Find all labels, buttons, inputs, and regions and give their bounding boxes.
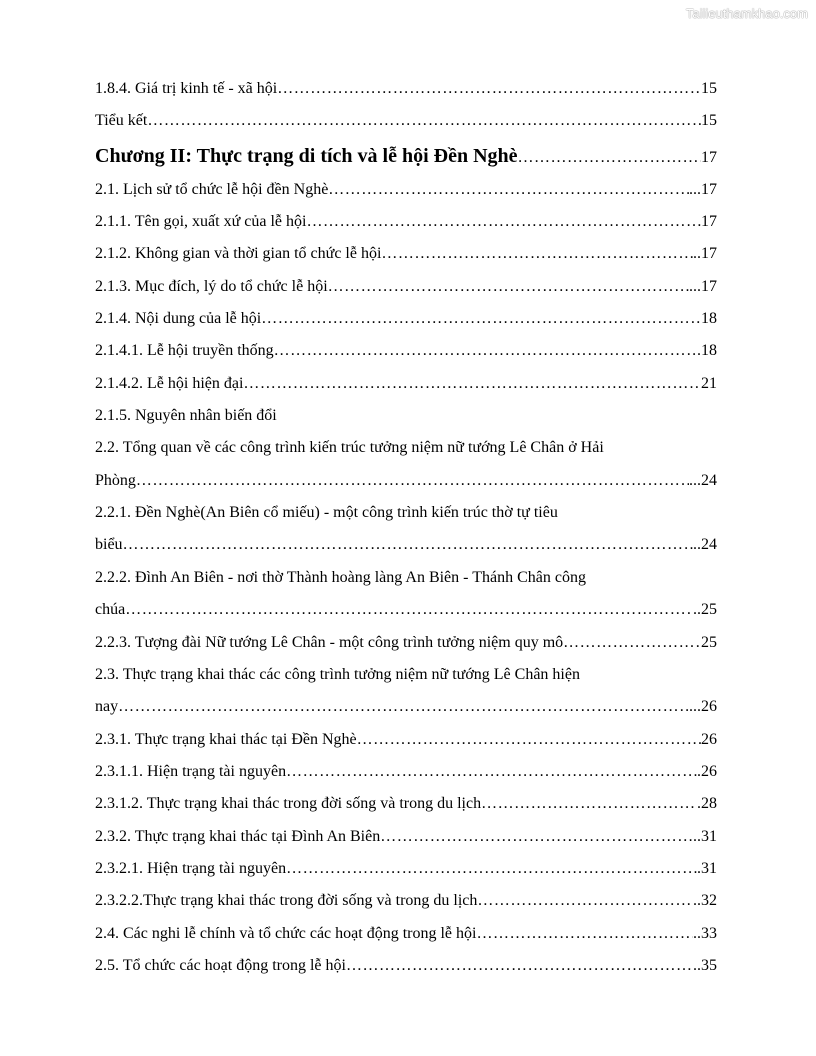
toc-entry-label: 2.2.1. Đền Nghè(An Biên cổ miếu) - một công trình kiến trúc thờ tự tiêu — [95, 504, 558, 522]
dot-leader — [286, 853, 697, 885]
toc-entry-continuation — [95, 529, 717, 561]
toc-entry-label: biểu — [95, 536, 123, 554]
dot-leader — [476, 918, 693, 950]
toc-entry-label: 2.1.5. Nguyên nhân biến đổi — [95, 407, 277, 425]
dot-leader — [125, 594, 693, 626]
toc-entry-label: 2.2.2. Đình An Biên - nơi thờ Thành hoàng làng An Biên - Thánh Chân công — [95, 568, 586, 586]
toc-entry-page: ..32 — [693, 892, 717, 910]
toc-entry-label: chúa — [95, 601, 126, 619]
table-of-contents — [95, 73, 717, 982]
toc-entry — [95, 562, 717, 594]
toc-entry-page: 15 — [701, 112, 717, 130]
toc-entry — [95, 659, 717, 691]
toc-entry — [95, 918, 717, 950]
toc-entry — [95, 950, 717, 982]
toc-entry-page: ..35 — [693, 956, 717, 974]
toc-entry-page: ..17 — [693, 245, 717, 263]
toc-entry-page: ..25 — [693, 601, 717, 619]
toc-entry — [95, 756, 717, 788]
toc-entry-label: 2.4. Các nghi lễ chính và tổ chức các hoạt động trong lễ hội — [95, 924, 477, 942]
dot-leader — [346, 950, 693, 982]
toc-entry-page: 17 — [701, 148, 717, 166]
toc-entry-label: 1.8.4. Giá trị kinh tế - xã hội — [95, 80, 278, 97]
dot-leader — [147, 105, 701, 137]
dot-leader — [306, 206, 701, 238]
toc-entry-page: ...26 — [689, 698, 717, 716]
toc-entry-label: 2.1.2. Không gian và thời gian tổ chức lễ hội — [95, 245, 382, 263]
dot-leader — [286, 756, 697, 788]
toc-entry-label: 2.1.3. Mục đích, lý do tổ chức lễ hội — [95, 277, 328, 295]
toc-entry-label: 2.3.2. Thực trạng khai thác tại Đình An Biên — [95, 827, 381, 845]
toc-entry-label: 2.3.1. Thực trạng khai thác tại Đền Nghè — [95, 730, 357, 748]
toc-entry-page: ..24 — [693, 536, 717, 554]
toc-entry — [95, 73, 717, 105]
toc-entry — [95, 724, 717, 756]
toc-entry — [95, 303, 717, 335]
toc-entry-continuation — [95, 691, 717, 723]
dot-leader — [381, 238, 693, 270]
toc-entry — [95, 238, 717, 270]
dot-leader — [118, 691, 689, 723]
dot-leader — [123, 529, 693, 561]
toc-entry-label: nay — [95, 698, 119, 716]
toc-entry-label: 2.3.1.1. Hiện trạng tài nguyên — [95, 762, 287, 780]
toc-chapter-heading — [95, 138, 717, 174]
dot-leader — [277, 73, 701, 105]
dot-leader — [518, 140, 701, 176]
toc-entry-label: 2.3.2.2.Thực trạng khai thác trong đời sống và trong du lịch — [95, 892, 478, 910]
dot-leader — [243, 368, 701, 400]
toc-entry-page: 21 — [701, 374, 717, 392]
toc-entry-page: 15 — [701, 80, 717, 97]
dot-leader — [477, 885, 693, 917]
toc-entry-page: ...24 — [689, 471, 717, 489]
toc-entry-page: ..33 — [693, 924, 717, 942]
toc-entry-label: 2.3. Thực trạng khai thác các công trình tưởng niệm nữ tướng Lê Chân hiện — [95, 665, 580, 683]
toc-entry — [95, 821, 717, 853]
toc-entry-label: 2.1. Lịch sử tổ chức lễ hội đền Nghè — [95, 180, 329, 198]
toc-entry — [95, 335, 717, 367]
toc-entry-page: .18 — [697, 342, 717, 360]
toc-entry-page: .26 — [697, 762, 717, 780]
toc-entry-label: 2.1.4. Nội dung của lễ hội — [95, 310, 262, 328]
toc-entry-continuation — [95, 465, 717, 497]
dot-leader — [563, 627, 701, 659]
toc-entry-page: 17 — [701, 213, 717, 231]
toc-entry-label: 2.2.3. Tượng đài Nữ tướng Lê Chân - một công trình tưởng niệm quy mô — [95, 633, 564, 651]
toc-entry-label: 2.1.4.2. Lễ hội hiện đại — [95, 374, 244, 392]
toc-entry-continuation — [95, 594, 717, 626]
toc-entry-label: 2.5. Tổ chức các hoạt động trong lễ hội — [95, 956, 346, 974]
dot-leader — [328, 174, 689, 206]
toc-entry — [95, 432, 717, 464]
toc-entry-label: Chương II: Thực trạng di tích và lễ hội Đền Nghè — [95, 144, 518, 167]
dot-leader — [274, 335, 697, 367]
toc-entry — [95, 627, 717, 659]
toc-entry — [95, 400, 717, 432]
toc-entry-label: Phòng — [95, 471, 136, 489]
toc-entry — [95, 105, 717, 137]
toc-entry-page: .31 — [697, 859, 717, 877]
toc-entry — [95, 885, 717, 917]
dot-leader — [261, 303, 701, 335]
dot-leader — [328, 271, 689, 303]
dot-leader — [380, 821, 693, 853]
toc-entry-label: 2.3.2.1. Hiện trạng tài nguyên — [95, 859, 287, 877]
toc-entry-page: 18 — [701, 310, 717, 328]
toc-entry-label: 2.1.1. Tên gọi, xuất xứ của lễ hội — [95, 213, 307, 231]
dot-leader — [357, 724, 701, 756]
toc-entry — [95, 174, 717, 206]
dot-leader — [136, 465, 689, 497]
toc-entry-page: ...17 — [689, 180, 717, 198]
toc-entry — [95, 271, 717, 303]
toc-entry — [95, 368, 717, 400]
toc-entry-page: ..31 — [693, 827, 717, 845]
toc-entry — [95, 497, 717, 529]
toc-entry-page: 26 — [701, 730, 717, 748]
watermark: Tailieuthamkhao.com — [685, 6, 808, 21]
toc-entry-label: 2.3.1.2. Thực trạng khai thác trong đời sống và trong du lịch — [95, 795, 482, 813]
toc-entry-label: 2.1.4.1. Lễ hội truyền thống — [95, 342, 274, 360]
toc-entry-page: .28 — [697, 795, 717, 813]
toc-entry-page: 25 — [701, 633, 717, 651]
toc-entry — [95, 206, 717, 238]
toc-entry-page: ...17 — [689, 277, 717, 295]
dot-leader — [481, 788, 697, 820]
toc-entry — [95, 788, 717, 820]
toc-entry — [95, 853, 717, 885]
toc-entry-label: 2.2. Tổng quan về các công trình kiến trúc tưởng niệm nữ tướng Lê Chân ở Hải — [95, 439, 604, 457]
toc-entry-label: Tiểu kết — [95, 112, 148, 130]
